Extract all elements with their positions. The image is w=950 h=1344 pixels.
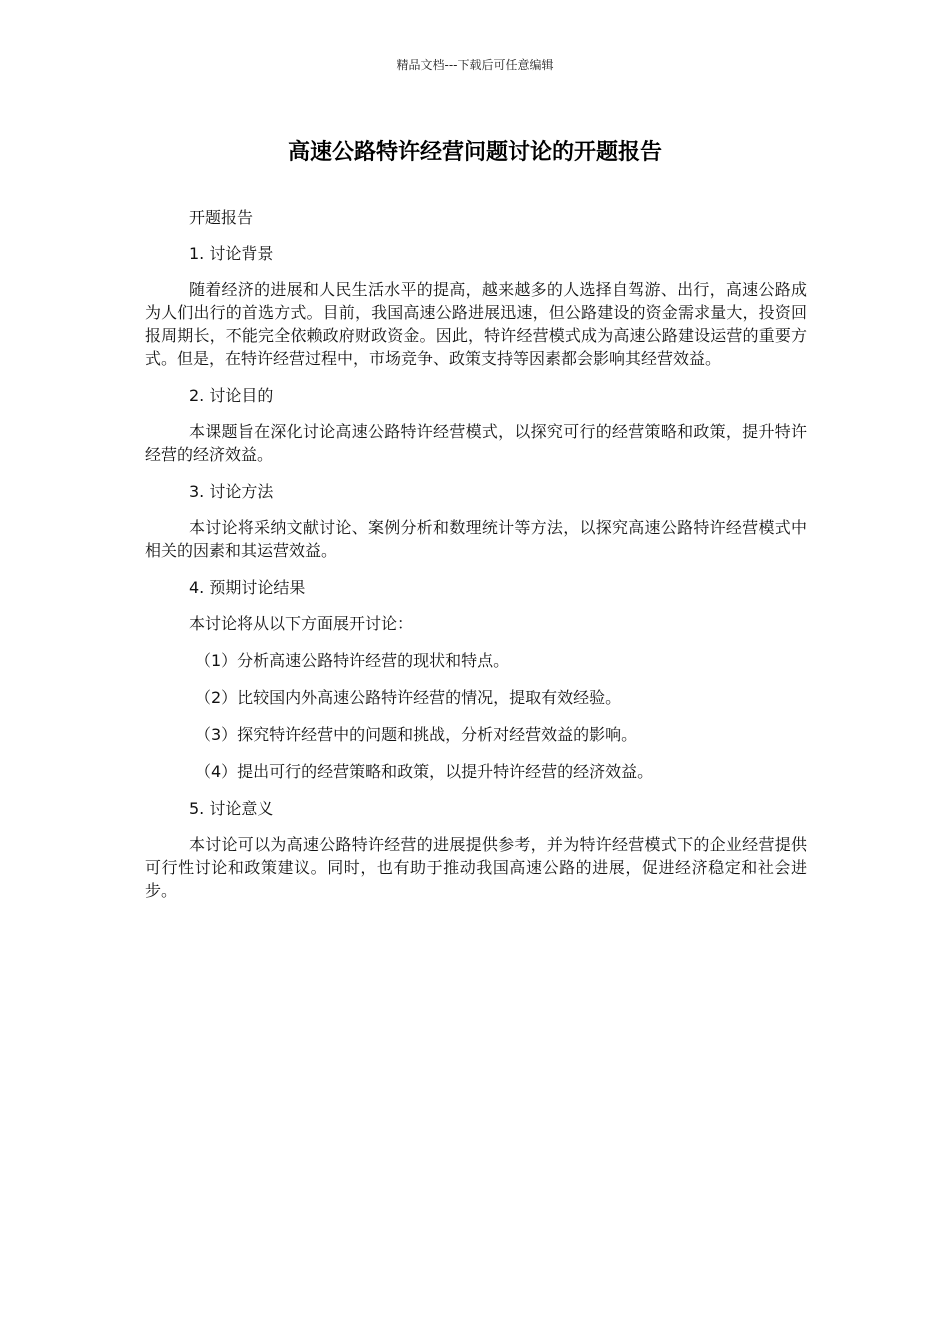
section-heading-expected-results: 4. 预期讨论结果 xyxy=(189,578,306,597)
paragraph-method: 本讨论将采纳文献讨论、案例分析和数理统计等方法，以探究高速公路特许经营模式中相关的因素和其运营效益。 xyxy=(145,518,807,560)
paragraph-expected-intro: 本讨论将从以下方面展开讨论： xyxy=(189,614,414,633)
report-label: 开题报告 xyxy=(189,208,254,227)
document-body xyxy=(145,206,807,916)
section-heading-significance: 5. 讨论意义 xyxy=(189,799,274,818)
page-header: 精品文档---下载后可任意编辑 xyxy=(396,58,554,72)
section-heading-background: 1. 讨论背景 xyxy=(189,244,274,263)
section-heading-method: 3. 讨论方法 xyxy=(189,482,274,501)
list-item: （3）探究特许经营中的问题和挑战，分析对经营效益的影响。 xyxy=(195,725,638,744)
document-title: 高速公路特许经营问题讨论的开题报告 xyxy=(287,140,662,165)
section-heading-purpose: 2. 讨论目的 xyxy=(189,386,274,405)
paragraph-purpose: 本课题旨在深化讨论高速公路特许经营模式，以探究可行的经营策略和政策，提升特许经营的经济效益。 xyxy=(145,422,807,464)
list-item: （4）提出可行的经营策略和政策，以提升特许经营的经济效益。 xyxy=(195,762,654,781)
list-item: （1）分析高速公路特许经营的现状和特点。 xyxy=(195,651,510,670)
paragraph-significance: 本讨论可以为高速公路特许经营的进展提供参考，并为特许经营模式下的企业经营提供可行性讨论和政策建议。同时，也有助于推动我国高速公路的进展，促进经济稳定和社会进步。 xyxy=(145,835,807,900)
paragraph-background: 随着经济的进展和人民生活水平的提高，越来越多的人选择自驾游、出行，高速公路成为人们出行的首选方式。目前，我国高速公路进展迅速，但公路建设的资金需求量大，投资回报周期长，不能完全依赖政府财政资金。因此，特许经营模式成为高速公路建设运营的重要方式。但是，在特许经营过程中，市场竞争、政策支持等因素都会影响其经营效益。 xyxy=(145,280,807,368)
list-item: （2）比较国内外高速公路特许经营的情况，提取有效经验。 xyxy=(195,688,622,707)
